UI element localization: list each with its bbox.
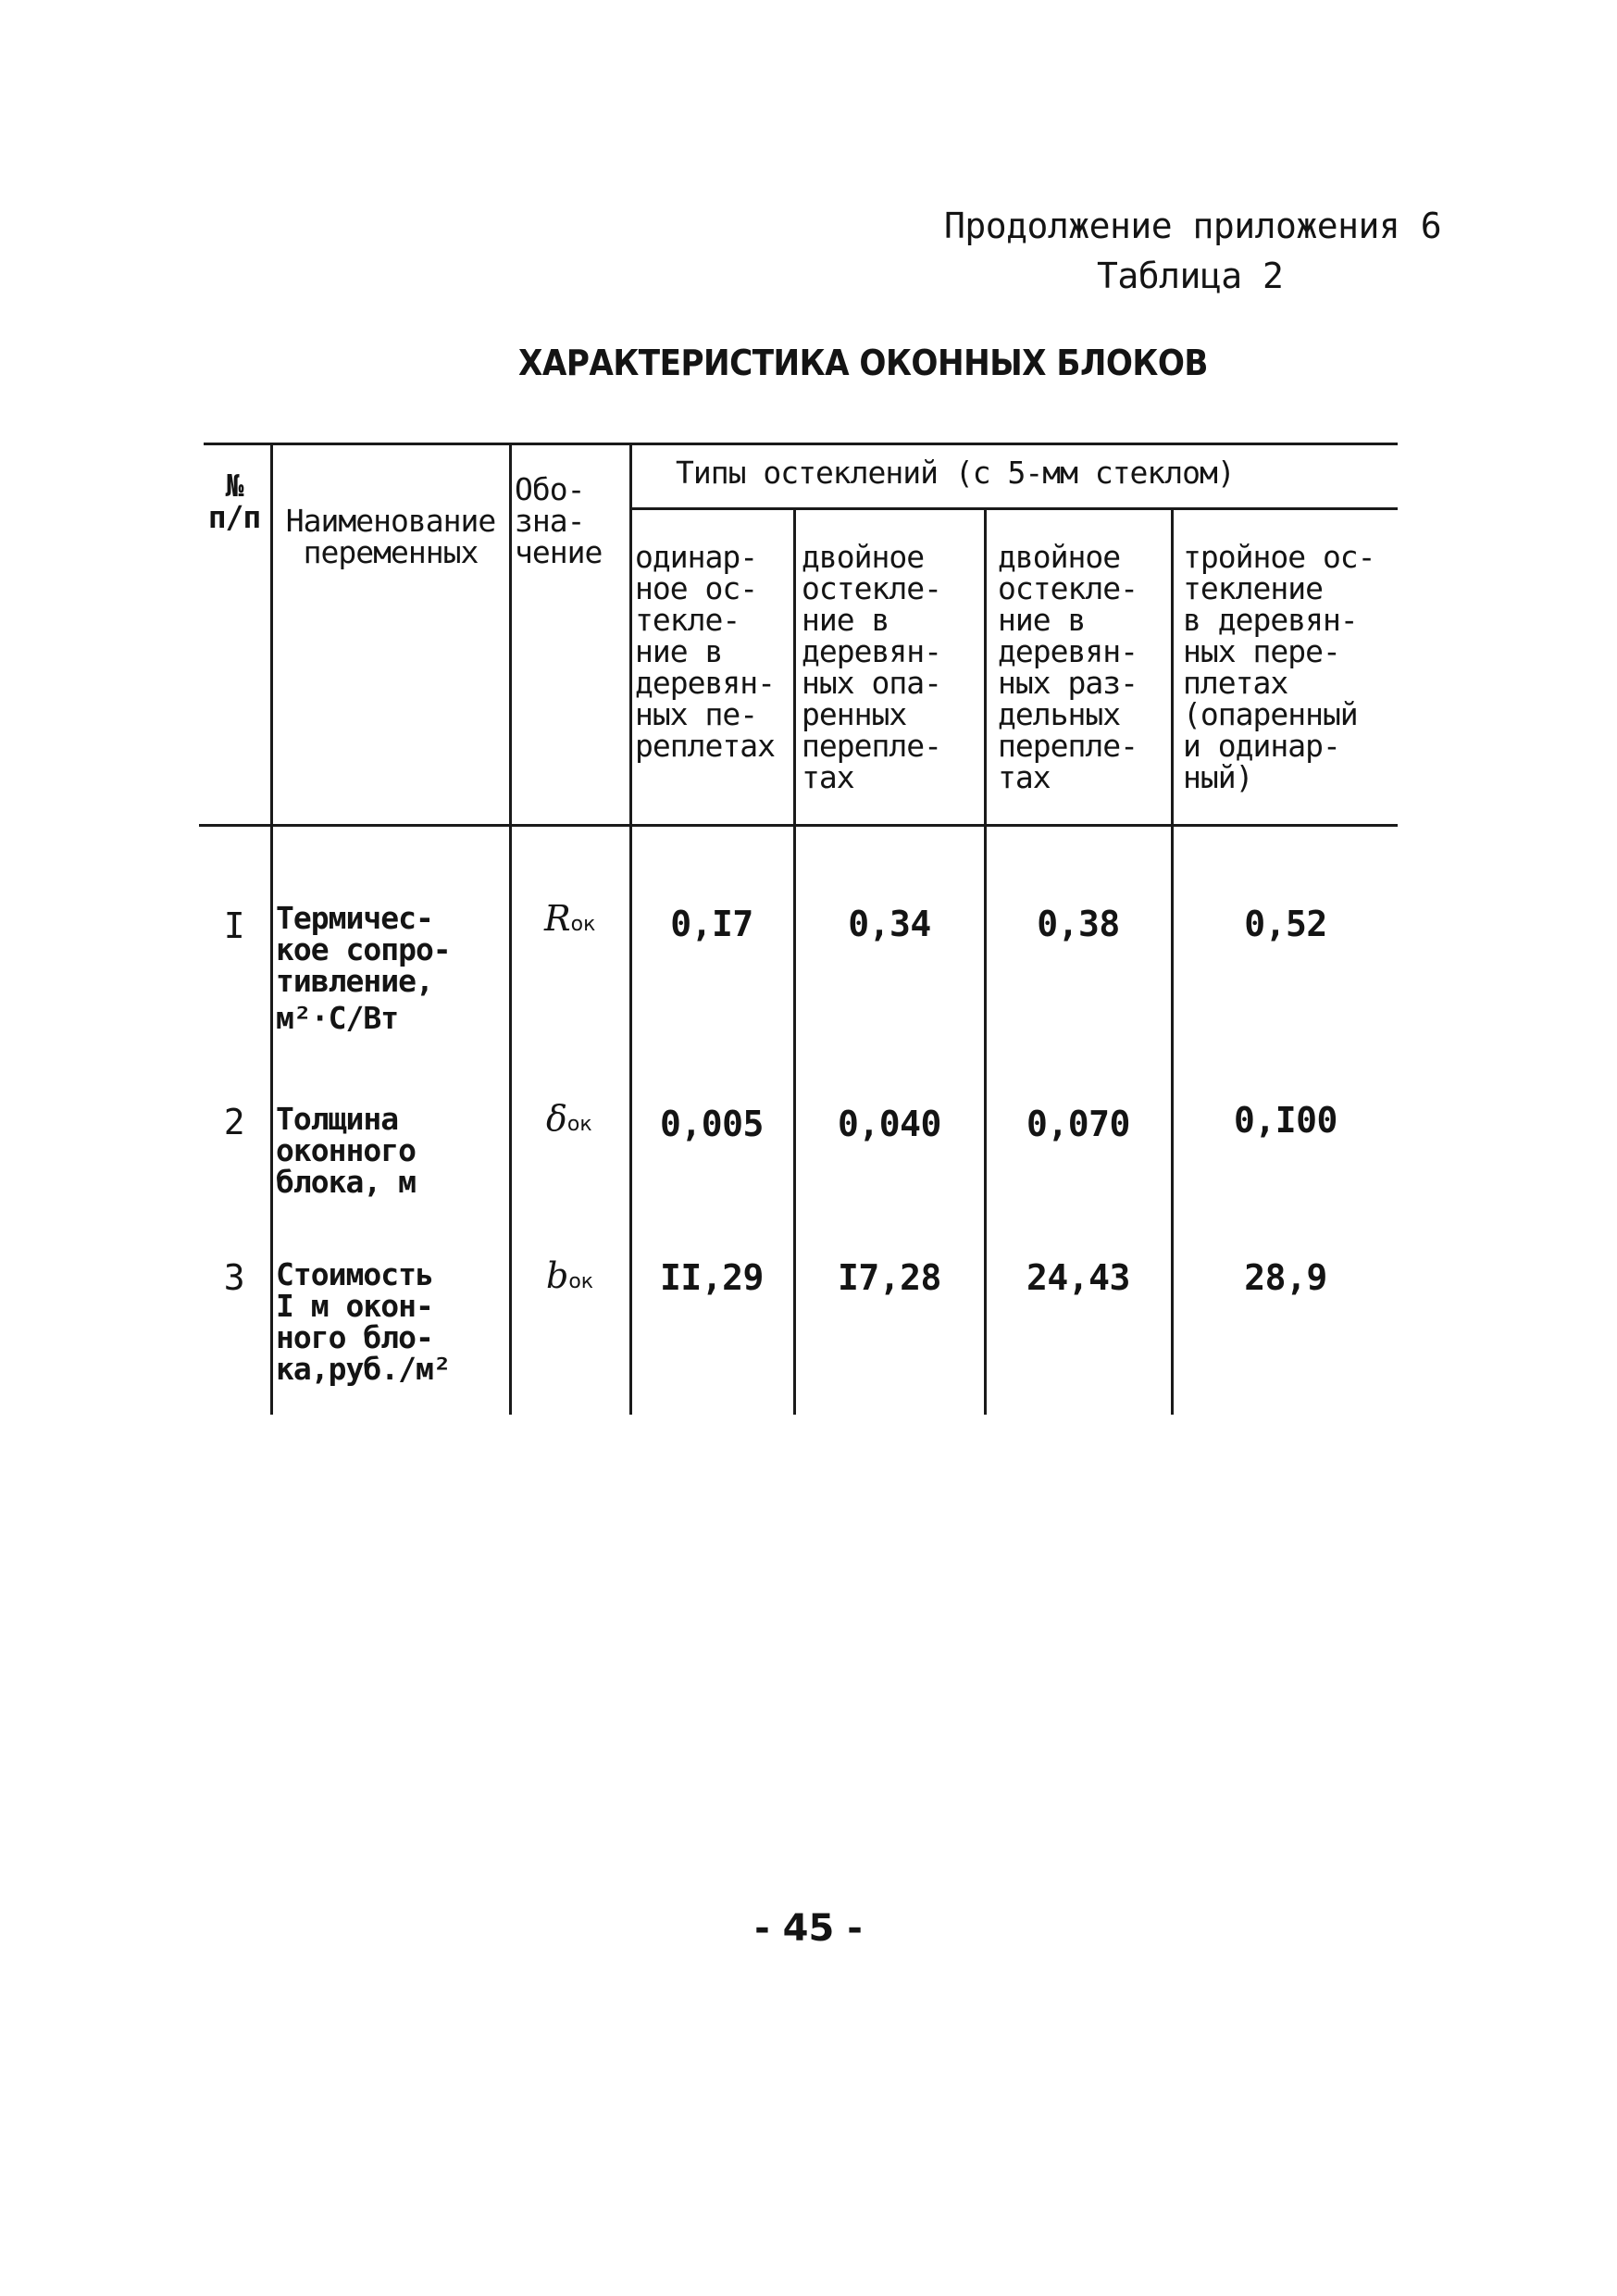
value-cell: 0,005 xyxy=(660,1104,764,1144)
rule-col-1 xyxy=(270,443,273,1415)
rule-col-2 xyxy=(509,443,512,1415)
value-cell: 0,52 xyxy=(1244,904,1327,944)
value-cell: 0,38 xyxy=(1037,904,1120,944)
header-glazing-group: Типы остеклений (с 5-мм стеклом) xyxy=(676,455,1235,491)
header-designation: Обо- зна- чение xyxy=(515,471,603,570)
header-glazing-triple: тройное ос- текление в деревян- ных пере- плетах (опаренный и одинар- ный) xyxy=(1183,539,1375,795)
header-glazing-double-separate: двойное остекле- ние в деревян- ных раз- дельных перепле- тах xyxy=(998,539,1138,795)
value-cell: 0,040 xyxy=(838,1104,941,1144)
table-title: ХАРАКТЕРИСТИКА ОКОННЫХ БЛОКОВ xyxy=(518,343,1208,383)
value-cell: 24,43 xyxy=(1026,1257,1130,1298)
symbol-b-ok: bок xyxy=(546,1255,594,1296)
row-num: 3 xyxy=(223,1257,245,1298)
value-cell: I7,28 xyxy=(838,1257,941,1298)
rule-group xyxy=(629,507,1398,510)
table-label: Таблица 2 xyxy=(1097,256,1284,296)
value-cell: 0,070 xyxy=(1026,1104,1130,1144)
header-name: Наименование переменных xyxy=(285,503,496,570)
value-cell: 0,34 xyxy=(848,904,931,944)
header-num: № п/п xyxy=(207,468,261,535)
value-cell: 0,I7 xyxy=(670,904,753,944)
row-num: I xyxy=(223,905,245,946)
symbol-r-ok: Rок xyxy=(544,898,596,939)
header-glazing-single: одинар- ное ос- текле- ние в деревян- ных пе- реплетах xyxy=(635,539,775,764)
rule-header-bottom xyxy=(199,824,1398,827)
row-num: 2 xyxy=(223,1102,245,1142)
symbol-delta-ok: δок xyxy=(546,1098,592,1139)
header-glazing-double-paired: двойное остекле- ние в деревян- ных опа- ренных перепле- тах xyxy=(802,539,941,795)
row-name: Толщина оконного блока, м xyxy=(276,1101,416,1200)
rule-top xyxy=(204,443,1398,445)
row-name: Стоимость I м окон- ного бло- ка,руб./м² xyxy=(276,1256,451,1387)
value-cell: 0,I00 xyxy=(1234,1100,1337,1141)
row-name: Термичес- кое сопро- тивление, xyxy=(276,900,451,999)
row-unit: м²·С/Вт xyxy=(276,1000,399,1036)
value-cell: 28,9 xyxy=(1244,1257,1327,1298)
continuation-caption: Продолжение приложения 6 xyxy=(944,206,1442,246)
value-cell: II,29 xyxy=(660,1257,764,1298)
page-number: - 45 - xyxy=(754,1907,863,1950)
